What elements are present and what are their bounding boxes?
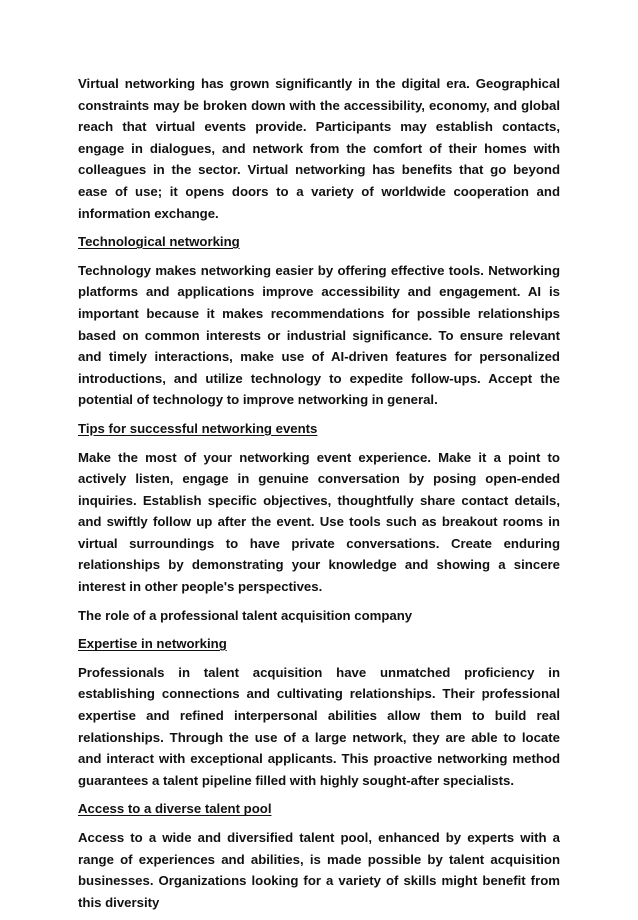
section-heading-diverse-talent-pool: Access to a diverse talent pool xyxy=(78,801,272,817)
section-heading-technological-networking: Technological networking xyxy=(78,234,240,250)
section-heading-networking-tips: Tips for successful networking events xyxy=(78,420,318,436)
section-heading-talent-acquisition-role: The role of a professional talent acquisition company xyxy=(78,607,413,623)
technological-networking-paragraph: Technology makes networking easier by offering effective tools. Networking platforms and applications improve accessibility and engagement. AI is important because it makes recommendations for possible relationships based on common interests or industrial significance. To ensure relevant and timely interactions, make use of AI-driven features for personalized introductions, and utilize technology to expedite follow-ups. Accept the potential of technology to improve networking in general. xyxy=(78,262,560,408)
section-heading-expertise-in-networking: Expertise in networking xyxy=(78,636,227,652)
expertise-paragraph: Professionals in talent acquisition have unmatched proficiency in establishing connections and cultivating relationships. Their professional expertise and refined interpersonal abilities allow them to build real relationships. Through the use of a large network, they are able to locate and interact with exceptional applicants. This proactive networking method guarantees a talent pipeline filled with highly sought-after specialists. xyxy=(78,664,560,788)
intro-paragraph: Virtual networking has grown significantly in the digital era. Geographical constraints may be broken down with the accessibility, economy, and global reach that virtual events provide. Participants may establish contacts, engage in dialogues, and network from the comfort of their homes with colleagues in the sector. Virtual networking has benefits that go beyond ease of use; it opens doors to a variety of worldwide cooperation and information exchange. xyxy=(78,76,560,221)
diverse-talent-pool-paragraph: Access to a wide and diversified talent pool, enhanced by experts with a range of experiences and abilities, is made possible by talent acquisition businesses. Organizations looking for a variety of skills might benefit from this diversity xyxy=(78,830,560,910)
document-page xyxy=(78,73,560,920)
networking-tips-paragraph: Make the most of your networking event experience. Make it a point to actively listen, engage in genuine conversation by posing open-ended inquiries. Establish specific objectives, thoughtfully share contact details, and swiftly follow up after the event. Use tools such as breakout rooms in virtual surroundings to have private conversations. Create enduring relationships by demonstrating your knowledge and showing a sincere interest in other people's perspectives. xyxy=(78,449,560,595)
